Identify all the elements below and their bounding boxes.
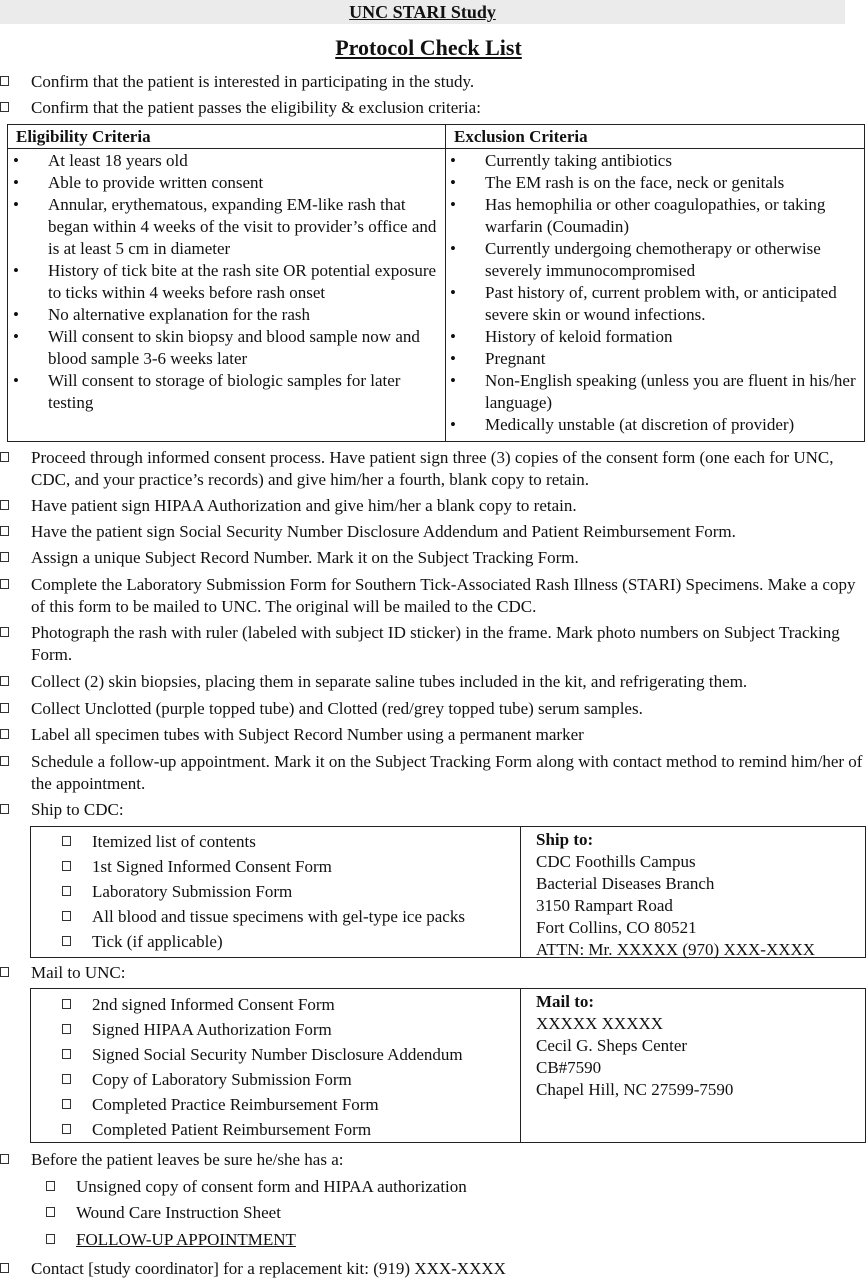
eligibility-criterion: • Will consent to skin biopsy and blood sample now and blood sample 3-6 weeks later <box>9 326 442 370</box>
eligibility-criterion: • Able to provide written consent <box>9 172 442 194</box>
checkbox[interactable] <box>0 76 9 86</box>
checklist-text: Schedule a follow-up appointment. Mark it on the Subject Tracking Form along with contact method to remind him/her of the appointment. <box>31 752 863 793</box>
exclusion-criterion: • Non-English speaking (unless you are fluent in his/her language) <box>446 370 861 414</box>
eligibility-criterion: • Annular, erythematous, expanding EM-like rash that began within 4 weeks of the visit to provider’s office and is at least 5 cm in diameter <box>9 194 442 260</box>
checklist-text: Label all specimen tubes with Subject Record Number using a permanent marker <box>31 725 584 744</box>
eligibility-criterion: • Will consent to storage of biologic samples for later testing <box>9 370 442 414</box>
checklist-text: Confirm that the patient passes the eligibility & exclusion criteria: <box>31 98 481 117</box>
exclusion-criterion: • The EM rash is on the face, neck or genitals <box>446 172 861 194</box>
exclusion-list <box>446 150 861 436</box>
checkbox[interactable] <box>0 500 9 510</box>
checkbox[interactable] <box>0 676 9 686</box>
checkbox[interactable] <box>62 936 71 946</box>
address-line: Chapel Hill, NC 27599-7590 <box>536 1080 734 1099</box>
checkbox[interactable] <box>0 1263 9 1273</box>
exclusion-criterion: • Currently undergoing chemotherapy or otherwise severely immunocompromised <box>446 238 861 282</box>
address-line: CDC Foothills Campus <box>536 852 696 871</box>
checkbox[interactable] <box>0 102 9 112</box>
address-heading: Mail to: <box>536 992 595 1011</box>
checkbox[interactable] <box>0 452 9 462</box>
checkbox[interactable] <box>0 552 9 562</box>
ship-to-cdc-label: Ship to CDC: <box>31 800 124 819</box>
unc-mailing-address <box>536 991 733 1101</box>
checklist-text: Photograph the rash with ruler (labeled with subject ID sticker) in the frame. Mark photo numbers on Subject Tracking Form. <box>31 623 840 664</box>
page-title: Protocol Check List <box>335 35 522 60</box>
address-heading: Ship to: <box>536 830 594 849</box>
checkbox[interactable] <box>0 1154 9 1164</box>
before-leaving-text: Wound Care Instruction Sheet <box>76 1203 281 1222</box>
address-line: XXXXX XXXXX <box>536 1014 664 1033</box>
study-title: UNC STARI Study <box>349 2 496 22</box>
checklist-text: Assign a unique Subject Record Number. Mark it on the Subject Tracking Form. <box>31 548 579 567</box>
checkbox[interactable] <box>62 1124 71 1134</box>
checkbox[interactable] <box>62 1074 71 1084</box>
address-line: Cecil G. Sheps Center <box>536 1036 688 1055</box>
checkbox[interactable] <box>0 579 9 589</box>
column-divider <box>520 827 521 957</box>
mail-item-text: 2nd signed Informed Consent Form <box>92 995 335 1014</box>
before-leaving-text: Unsigned copy of consent form and HIPAA authorization <box>76 1177 467 1196</box>
mail-item-text: Signed Social Security Number Disclosure Addendum <box>92 1045 463 1064</box>
shipment-item-text: All blood and tissue specimens with gel-type ice packs <box>92 907 465 926</box>
checkbox[interactable] <box>62 1099 71 1109</box>
address-line: Fort Collins, CO 80521 <box>536 918 697 937</box>
checkbox[interactable] <box>0 804 9 814</box>
column-divider <box>520 989 521 1142</box>
checkbox[interactable] <box>62 911 71 921</box>
address-line: 3150 Rampart Road <box>536 896 673 915</box>
eligibility-criterion: • History of tick bite at the rash site OR potential exposure to ticks within 4 weeks before rash onset <box>9 260 442 304</box>
checkbox[interactable] <box>62 1024 71 1034</box>
checkbox[interactable] <box>0 703 9 713</box>
address-line: ATTN: Mr. XXXXX (970) XXX-XXXX <box>536 940 816 959</box>
checklist-text: Confirm that the patient is interested in participating in the study. <box>31 72 475 91</box>
checkbox[interactable] <box>62 886 71 896</box>
eligibility-list <box>9 150 442 414</box>
checkbox[interactable] <box>0 526 9 536</box>
checklist-text: Have the patient sign Social Security Number Disclosure Addendum and Patient Reimbursement Form. <box>31 522 736 541</box>
mail-item-text: Signed HIPAA Authorization Form <box>92 1020 332 1039</box>
checklist-text: Complete the Laboratory Submission Form for Southern Tick-Associated Rash Illness (STARI) Specimens. Make a copy of this form to be mailed to UNC. The original will be mailed to the CDC. <box>31 575 856 616</box>
before-leaving-label: Before the patient leaves be sure he/she has a: <box>31 1150 344 1169</box>
checkbox[interactable] <box>46 1181 55 1191</box>
eligibility-criterion: • At least 18 years old <box>9 150 442 172</box>
criteria-table <box>7 124 865 442</box>
checkbox[interactable] <box>46 1234 55 1244</box>
header-divider <box>8 148 864 149</box>
checkbox[interactable] <box>46 1207 55 1217</box>
shipment-item-text: Laboratory Submission Form <box>92 882 293 901</box>
checklist-text: Collect (2) skin biopsies, placing them in separate saline tubes included in the kit, and refrigerating them. <box>31 672 748 691</box>
ship-to-cdc-table <box>30 826 866 958</box>
checkbox[interactable] <box>0 967 9 977</box>
mail-to-unc-label: Mail to UNC: <box>31 963 126 982</box>
study-header-bar <box>0 0 845 24</box>
exclusion-criterion: • Has hemophilia or other coagulopathies, or taking warfarin (Coumadin) <box>446 194 861 238</box>
exclusion-criterion: • History of keloid formation <box>446 326 861 348</box>
checkbox[interactable] <box>0 729 9 739</box>
checklist-text: Proceed through informed consent process. Have patient sign three (3) copies of the consent form (one each for UNC, CDC, and your practice’s records) and give him/her a fourth, blank copy to retain. <box>31 448 834 489</box>
eligibility-criterion: • No alternative explanation for the rash <box>9 304 442 326</box>
checkbox[interactable] <box>0 627 9 637</box>
checklist-text: Have patient sign HIPAA Authorization and give him/her a blank copy to retain. <box>31 496 577 515</box>
exclusion-header: Exclusion Criteria <box>454 127 588 146</box>
mail-to-unc-table <box>30 988 866 1143</box>
checkbox[interactable] <box>0 756 9 766</box>
address-line: Bacterial Diseases Branch <box>536 874 715 893</box>
cdc-shipping-address <box>536 829 815 961</box>
checklist-text: Collect Unclotted (purple topped tube) and Clotted (red/grey topped tube) serum samples. <box>31 699 643 718</box>
checkbox[interactable] <box>62 1049 71 1059</box>
checkbox[interactable] <box>62 861 71 871</box>
mail-item-text: Completed Practice Reimbursement Form <box>92 1095 379 1114</box>
checkbox[interactable] <box>62 999 71 1009</box>
exclusion-criterion: • Medically unstable (at discretion of provider) <box>446 414 861 436</box>
checkbox[interactable] <box>62 836 71 846</box>
follow-up-appointment-text: FOLLOW-UP APPOINTMENT <box>76 1230 296 1249</box>
exclusion-criterion: • Currently taking antibiotics <box>446 150 861 172</box>
address-line: CB#7590 <box>536 1058 602 1077</box>
contact-text: Contact [study coordinator] for a replacement kit: (919) XXX-XXXX <box>31 1259 506 1278</box>
shipment-item-text: Itemized list of contents <box>92 832 256 851</box>
exclusion-criterion: • Past history of, current problem with, or anticipated severe skin or wound infections. <box>446 282 861 326</box>
exclusion-criterion: • Pregnant <box>446 348 861 370</box>
shipment-item-text: 1st Signed Informed Consent Form <box>92 857 332 876</box>
mail-item-text: Copy of Laboratory Submission Form <box>92 1070 352 1089</box>
shipment-item-text: Tick (if applicable) <box>92 932 223 951</box>
mail-item-text: Completed Patient Reimbursement Form <box>92 1120 372 1139</box>
eligibility-header: Eligibility Criteria <box>16 127 151 146</box>
